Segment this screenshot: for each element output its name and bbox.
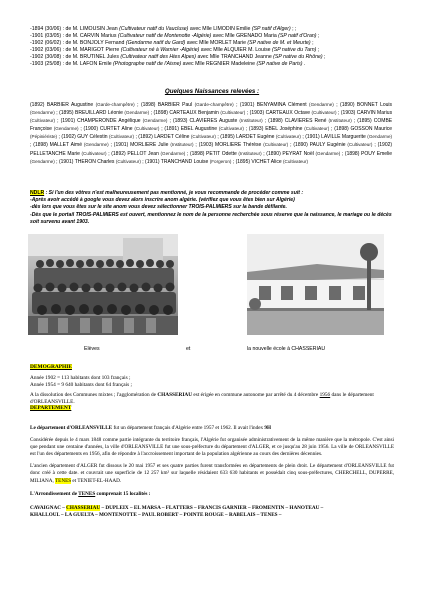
caption-left: Elèves [84,346,100,352]
ndlr-line: -Dès que le portail TROIS-PALMIERS est ouvert, mentionnez le nom de la personne recherchée sous réserve que la naissance, le mariage ou le décès soit survenu avant 1903. [30,211,392,225]
birth-entry: (1895) BREUILLARD Léonie (Gendarme) [59,110,150,117]
ndlr-intro: : Si l'un des vôtres n'est malheureusement pas mentionné, je vous recommande de procéder comme suit : [44,190,304,196]
birth-entry: (1898) POUY Emelie (Gendarme) [30,150,393,164]
birth-entry: (1901) CHAMPERONDE Angélique (Gendarme) [60,118,168,125]
demographie-title: DEMOGRAPHIE [30,364,72,370]
birth-entry: (1898) BARBIER Paul (Garde-champêtre) [140,102,234,108]
birth-entry: (1901) BENYAMINA Clément (Gendarme) [239,102,334,108]
dissolution-para: A la dissolution des Communes mixtes ; l'agglomération de CHASSERIAU est érigée en commune autonome par arrêté du 4 décembre 1956 dans le département d'ORLEANSVILLE. [30,392,374,406]
ndlr-line: -Après avoir accédé à google vous devez alors inscrire anom algérie. (vérifiez que vous êtes bien sur Algérie) [30,197,295,204]
birth-entry: (1902) PELLETANCHE Marie (Cultivateur) [30,142,393,157]
birth-entry: (1898) GOSSON Maurice (Pépiniériste) [30,126,393,140]
ndlr-tag: NDLR [30,190,45,196]
school-photo [247,234,384,335]
ndlr-note [30,190,394,226]
ndlr-line: -dès lors que vous êtes sur le site anom vous devez sélectionner TROIS-PALMIERS sur la bande défilante. [30,204,287,211]
birth-entry: (1901) LAVILLE Marguerite (Gendarme) [305,134,393,141]
marriage-row: -1901 (03/05) : de M. CARVIN Marius (Cultivateur natif de Montenotte -Algérie) avec Mlle GRENADO Maria (SP natif d'Oran) ; [30,33,320,39]
demographie-1902: Année 1902 = 113 habitants dont 103 français ; [30,375,131,382]
departement-section [30,418,394,519]
birth-entry: (1898) PETIT Odette (Instituteur) [189,150,262,157]
birth-entry: (1901) THERON Charles (Cultivateur) [58,158,141,165]
departement-p1: Le département d'ORLEANSVILLE fut un département français d'Algérie entre 1957 et 1962. Il avait l'index 9H [30,425,272,431]
marriage-row: -1902 (30/08) : de M. BRUTINEL Jules (Cultivateur natif des Htes Alpes) avec Mlle TRANCHAND Jeanne (SP native du Rhône) ; [30,54,326,60]
birth-entry: (1901) MORLIERE Julie (Instituteur) [113,142,194,149]
marriage-row: -1902 (03/06) : de M. MARIGOT Pierre (Cultivateur né à Warnier -Algérie) avec Mlle ALQUIER M. Louise (SP native du Tarn) ; [30,47,320,53]
birth-entry: (1895) COMBE Françoise (Gendarme) [30,118,393,133]
arrondissement-heading: L'Arrondissement de TENES comprenait 15 localités : [30,490,151,497]
school-photo-image [247,234,384,335]
birth-entry: (1890) PEYRAT Noël (Gendarme) [266,150,341,157]
birth-entry: (1898) MALLET Aimé (Gendarme) [33,142,109,149]
departement-title: DEPARTEMENT [30,405,72,411]
marriage-row: -1903 (25/08) : de M. LAFON Emile (Photographe natif de l'Aisne) avec Mlle REGNIER Madeleine (SP native de Paris) . [30,61,306,67]
birth-entry: (1903) CARTEAUX Octave (Cultivateur) [249,110,337,117]
birth-entry: (1891) EBEL Augustine (Cultivateur) [164,126,244,133]
birth-entry: (1900) CURTET Aline (Cultivateur) [83,126,160,133]
marriage-row: -1894 (30/06) : de M. LIMOUSIN Jean (Cultivateur natif du Vaucluse) avec Mlle LIMODIN Emilie (SP natif d'Alger) ; ; [30,26,297,32]
birth-entry: (1892) BARBIER Augustine (Garde-champêtre) [30,102,135,108]
births-list: (1892) BARBIER Augustine (Garde-champêtre) ; (1898) BARBIER Paul (Garde-champêtre) ; (1901) BENYAMINA Clément (Gendarme) ; (1890) BONNET Louis (Gendarme) ; (1895) BREUILLARD Léonie (Gendarme) ; (1898) CARTEAUX Benjamin (Cultivateur) ; (1903) CARTEAUX Octave (Cultivateur) ; (1903) CARVIN Marius (Cultivateur) ; (1901) CHAMPERONDE Angélique (Gendarme) ; (1893) CLAVIERES Auguste (Instituteur) ; (1898) CLAVIERES René (Instituteur) ; (1895) COMBE Françoise (Gendarme) ; (1900) CURTET Aline (Cultivateur) ; (1891) EBEL Augustine (Cultivateur) ; (1893) EBEL Joséphine (Cultivateur) ; (1898) GOSSON Maurice (Pépiniériste) ; (1902) GUY Célestin (Cultivateur) ; (1892) LARDET Céline (Cultivateur) ; (1895) LARDET Eugène (Cultivateur) ; (1901) LAVILLE Marguerite (Gendarme) ; (1898) MALLET Aimé (Gendarme) ; (1901) MORLIERE Julie (Instituteur) ; (1903) MORLIERE Thérèse (Cultivateur) ; (1890) PAULY Eugénie (Cultivateur) ; (1902) PELLETANCHE Marie (Cultivateur) ; (1892) PELLOT Jean (Gendarme) ; (1898) PETIT Odette (Instituteur) ; (1890) PEYRAT Noël (Gendarme) ; (1898) POUY Emelie (Gendarme) ; (1901) THERON Charles (Cultivateur) ; (1901) TRANCHAND Louise (Forgeron) ; (1895) VICHET Alice (Cultivateur) [30,102,393,165]
pupils-photo [28,234,178,335]
birth-entry: (1890) BONNET Louis (Gendarme) [30,102,393,116]
localities-line-1: CAVAIGNAC – CHASSERIAU – DUPLEIX – EL MARSA – FLATTERS – FRANCIS GARNIER – FROMENTIN – HANOTEAU – [30,504,324,511]
birth-entry: (1898) CLAVIERES René (Instituteur) [268,118,352,125]
demographie-1954: Année 1954 = 9 640 habitants dont 64 français ; [30,382,132,389]
pupils-photo-image [28,234,178,335]
birth-entry: (1898) CARTEAUX Benjamin (Cultivateur) [153,110,246,117]
birth-entry: (1892) PELLOT Jean (Gendarme) [111,150,186,157]
caption-mid: et [186,346,191,352]
birth-entry: (1895) VICHET Alice (Cultivateur) [235,158,309,165]
birth-entry: (1893) CLAVIERES Auguste (Instituteur) [172,118,263,125]
birth-entry: (1902) GUY Célestin (Cultivateur) [61,134,134,141]
marriages-list [30,26,400,68]
departement-title-block [30,405,394,412]
birth-entry: (1901) TRANCHAND Louise (Forgeron) [145,158,232,165]
birth-entry: (1890) PAULY Eugénie (Cultivateur) [293,142,373,149]
birth-entry: (1903) MORLIERE Thérèse (Cultivateur) [198,142,289,149]
caption-right: la nouvelle école à CHASSERIAU [247,346,326,352]
birth-entry: (1903) CARVIN Marius (Cultivateur) [30,110,393,124]
birth-entry: (1892) LARDET Céline (Cultivateur) [138,134,216,141]
births-title: Quelques Naissances relevées : [164,88,260,95]
birth-entry: (1895) LARDET Eugène (Cultivateur) [220,134,301,141]
birth-entry: (1893) EBEL Joséphine (Cultivateur) [248,126,330,133]
departement-p2: Considérée depuis le 4 mars 1848 comme partie intégrante du territoire français, l'Algérie fut organisée administrativement de la même manière que la métropole. C'est ainsi que pendant une centaine d'années, la ville d'ORLEANSVILLE fut une sous-préfecture du département d'ALGER, et ce jusqu'au 28 juin 1956. La ville de ORLEANSVILLE est l'un des départements en 1956, afin de répondre à l'accroissement important de la population algérienne au cours des dernières décennies. [30,437,394,458]
marriage-row: -1902 (06/02) : de M. BONJOLY Fernand (Gendarme natif du Gard) avec Mlle MORLET Marie (SP native de M. et Meurte) ; [30,40,314,46]
demographie-section [30,364,394,389]
departement-p3: L'ancien département d'ALGER fut dissous le 20 mai 1957 et ses quatre parties furent transformées en départements de plein droit. Le département d'ORLEANSVILLE fut donc créé à cette date. et couvrait une superficie de 12 257 km² sur laquelle résidaient 633 630 habitants et possédait cinq sous-préfectures, CHERCHELL, DUPERRE, MILIANA, TENES et TENIET-EL-HAAD. [30,463,394,484]
localities-line-2: KHALLOUL – LA GUELTA – MONTENOTTE – PAUL ROBERT – POINTE ROUGE – RABELAIS – TENES – [30,511,282,518]
